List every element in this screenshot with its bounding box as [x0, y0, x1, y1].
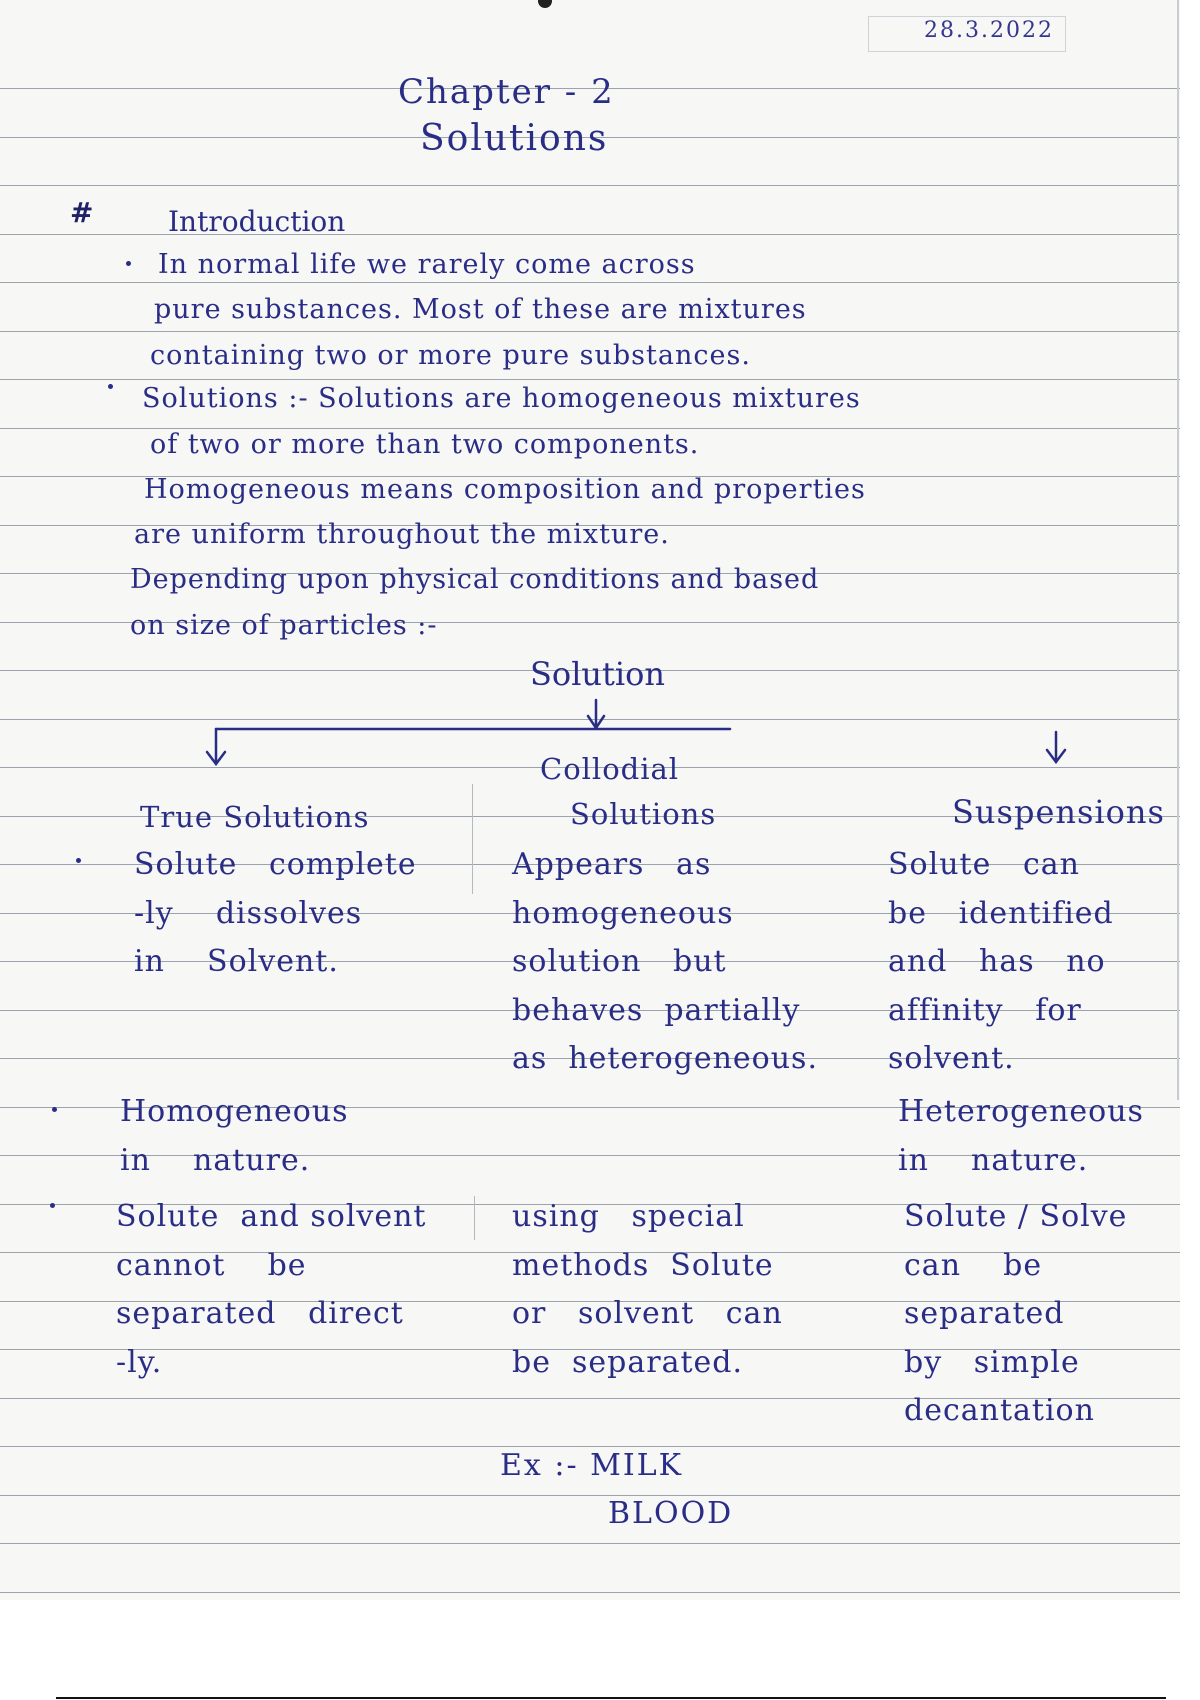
- header-colloidal-line2: Solutions: [570, 797, 717, 831]
- date-value: 28.3.2022: [924, 18, 1054, 43]
- ruled-line: [0, 1446, 1180, 1447]
- intro-line-3: containing two or more pure substances.: [150, 340, 751, 371]
- bullet-row-1: [76, 858, 81, 863]
- bullet-row-2: [52, 1107, 57, 1112]
- section-heading: Introduction: [168, 205, 346, 238]
- header-colloidal-line1: Collodial: [540, 752, 680, 786]
- row2-true: Homogeneous in nature.: [120, 1094, 349, 1178]
- solutions-line-3: Homogeneous means composition and properties: [144, 474, 866, 505]
- ruled-line: [0, 1543, 1180, 1544]
- intro-line-2: pure substances. Most of these are mixtures: [154, 294, 807, 325]
- chapter-title: Chapter - 2: [398, 72, 615, 112]
- row1-suspension: Solute can be identified and has no affinity for solvent.: [888, 847, 1114, 1076]
- bullet-row-3: [50, 1203, 55, 1208]
- solutions-line-1: Solutions :- Solutions are homogeneous mixtures: [142, 383, 861, 414]
- tree-root: Solution: [530, 655, 665, 693]
- example-line-1: Ex :- MILK: [500, 1448, 684, 1483]
- row3-suspension: Solute / Solve can be separated by simple decantation: [904, 1199, 1128, 1428]
- solutions-line-6: on size of particles :-: [130, 610, 438, 641]
- section-marker: #: [70, 196, 94, 229]
- row2-suspension: Heterogeneous in nature.: [898, 1094, 1144, 1178]
- solutions-line-2: of two or more than two components.: [150, 429, 700, 460]
- header-true-solutions: True Solutions: [140, 800, 370, 834]
- solutions-line-4: are uniform throughout the mixture.: [134, 519, 670, 550]
- ruled-line: [0, 1592, 1180, 1593]
- header-suspensions: Suspensions: [952, 793, 1165, 831]
- ruled-line: [0, 1495, 1180, 1496]
- tree-connectors: [0, 0, 1180, 800]
- column-divider-2: [474, 1196, 475, 1240]
- row3-colloidal: using special methods Solute or solvent can be separated.: [512, 1199, 783, 1380]
- intro-line-1: In normal life we rarely come across: [158, 249, 696, 280]
- chapter-subtitle: Solutions: [420, 118, 609, 159]
- bottom-rule: [56, 1697, 1166, 1699]
- solutions-line-5: Depending upon physical conditions and based: [130, 564, 820, 595]
- column-divider: [472, 784, 473, 894]
- example-line-2: BLOOD: [608, 1496, 734, 1531]
- row3-true: Solute and solvent cannot be separated direct -ly.: [116, 1199, 427, 1380]
- row1-true: Solute complete -ly dissolves in Solvent.: [134, 847, 417, 979]
- row1-colloidal: Appears as homogeneous solution but behaves partially as heterogeneous.: [512, 847, 818, 1076]
